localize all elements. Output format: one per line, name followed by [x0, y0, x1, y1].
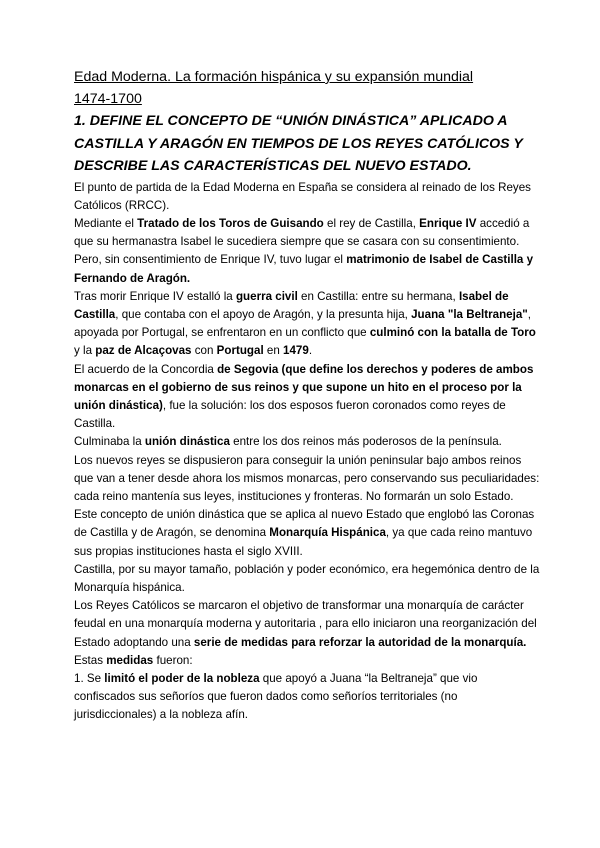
- text-run: accedió a que su hermanastra Isabel le sucediera siempre que se casara con su consentimiento.: [74, 216, 530, 249]
- bold-run: paz de Alcaçovas: [95, 344, 192, 358]
- bold-run: culminó con la batalla de Toro: [369, 326, 536, 340]
- text-run: que apoyó a Juana “la Beltraneja” que vio confiscados sus señoríos que fueron dados como señoríos territoriales (no jurisdiccionales) a la nobleza afín.: [74, 671, 478, 722]
- text-run: Mediante el: [74, 216, 138, 230]
- bold-run: matrimonio de Isabel de Castilla y Fernando de Aragón.: [74, 253, 534, 285]
- text-run: Estas: [74, 653, 107, 667]
- text-run: , apoyada por Portugal, se enfrentaron en un conflicto que: [74, 307, 532, 340]
- bold-run: unión dinástica: [144, 435, 230, 449]
- paragraph-10: [74, 597, 540, 652]
- bold-run: Enrique IV: [419, 216, 477, 230]
- bold-run: de Segovia (que define los derechos y poderes de ambos monarcas en el gobierno de sus reinos y que supone un hito en el proceso por la unión dinástica): [74, 362, 534, 412]
- paragraph-11: [74, 652, 540, 670]
- text-run: Los Reyes Católicos se marcaron el objetivo de transformar una monarquía de carácter feudal en una monarquía moderna y autoritaria , para ello iniciaron una reorganización del Estado adoptando una: [74, 599, 537, 649]
- paragraph-9: Castilla, por su mayor tamaño, población y poder económico, era hegemónica dentro de la Monarquía hispánica.: [74, 562, 540, 594]
- bold-run: serie de medidas para reforzar la autoridad de la monarquía.: [193, 635, 527, 649]
- text-run: Tras morir Enrique IV estalló la: [74, 289, 236, 303]
- paragraph-8: [74, 506, 540, 561]
- text-run: entre los dos reinos más poderosos de la península.: [229, 435, 502, 449]
- bold-run: medidas: [106, 653, 154, 667]
- paragraph-1: El punto de partida de la Edad Moderna en España se considera al reinado de los Reyes Católicos (RRCC).: [74, 180, 531, 212]
- text-run: , fue la solución: los dos esposos fueron coronados como reyes de Castilla.: [74, 398, 506, 431]
- paragraph-5: [74, 361, 540, 434]
- bold-run: Tratado de los Toros de Guisando: [137, 216, 324, 230]
- text-run: , que contaba con el apoyo de Aragón, y la presunta hija,: [115, 307, 412, 321]
- text-run: Este concepto de unión dinástica que se aplica al nuevo Estado que englobó las Coronas de Castilla y de Aragón, se denomina: [74, 508, 535, 540]
- text-run: en Castilla: entre su hermana,: [297, 289, 459, 303]
- text-run: con: [191, 344, 217, 358]
- paragraph-4: [74, 288, 540, 361]
- bold-run: 1479: [283, 344, 309, 358]
- paragraph-6: [74, 433, 540, 451]
- document-title: Edad Moderna. La formación hispánica y su expansión mundial: [74, 69, 474, 85]
- bold-run: limitó el poder de la nobleza: [104, 671, 260, 685]
- text-run: Culminaba la: [74, 435, 145, 449]
- paragraph-12: [74, 670, 540, 725]
- text-run: , ya que cada reino mantuvo sus propias instituciones hasta el siglo XVIII.: [74, 526, 533, 558]
- text-run: El acuerdo de la Concordia: [74, 362, 218, 376]
- text-run: el rey de Castilla,: [323, 216, 420, 230]
- text-run: Pero, sin consentimiento de Enrique IV, tuvo lugar el: [74, 253, 347, 267]
- text-run: fueron:: [153, 653, 193, 667]
- paragraph-7: Los nuevos reyes se dispusieron para conseguir la unión peninsular bajo ambos reinos que van a tener desde ahora los mismos monarcas, pero conservando sus peculiaridades: cada reino mantenía sus leyes, instituciones y fronteras. No formarán un solo Estado.: [74, 453, 540, 503]
- question-heading-1: 1. DEFINE EL CONCEPTO DE “UNIÓN DINÁSTICA” APLICADO A CASTILLA Y ARAGÓN EN TIEMPOS DE LOS REYES CATÓLICOS Y DESCRIBE LAS CARACTERÍSTICAS DEL NUEVO ESTADO.: [74, 113, 523, 174]
- text-run: en: [263, 344, 284, 358]
- bold-run: Juana "la Beltraneja": [411, 307, 528, 321]
- text-run: y la: [74, 344, 96, 358]
- document-period: 1474-1700: [74, 91, 142, 107]
- bold-run: Portugal: [216, 344, 264, 358]
- paragraph-3: [74, 251, 540, 287]
- text-run: .: [308, 344, 313, 358]
- bold-run: Isabel de Castilla: [74, 289, 509, 321]
- bold-run: guerra civil: [235, 289, 298, 303]
- bold-run: Monarquía Hispánica: [269, 526, 386, 540]
- text-run: 1. Se: [74, 671, 105, 685]
- paragraph-2: [74, 215, 540, 251]
